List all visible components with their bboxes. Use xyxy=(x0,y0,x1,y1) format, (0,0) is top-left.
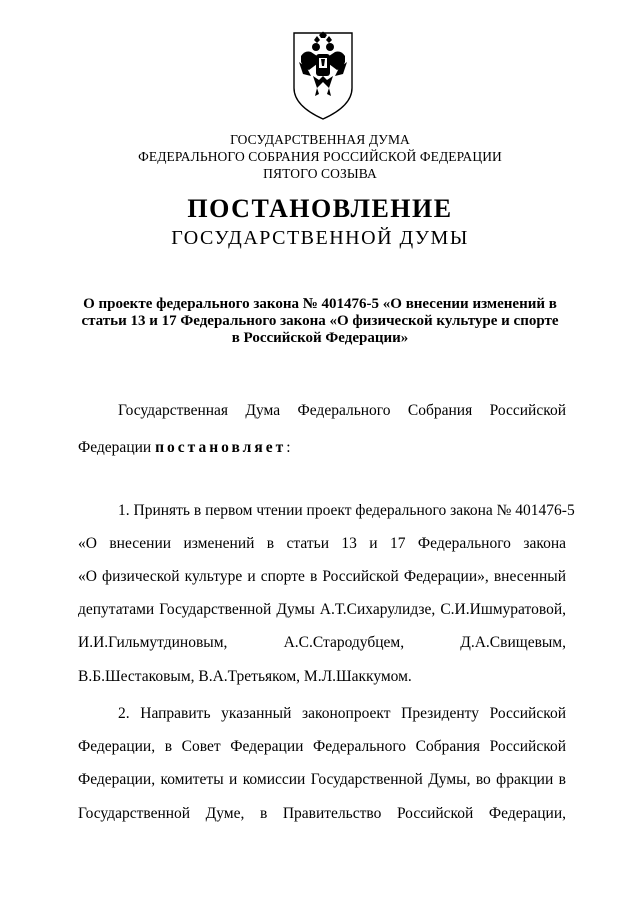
item1-line-6: В.Б.Шестаковым, В.А.Третьяком, М.Л.Шаккумом. xyxy=(78,668,412,685)
convocation-line: ПЯТОГО СОЗЫВА xyxy=(263,166,377,181)
item2-line-1: 2. Направить указанный законопроект Президенту Российской xyxy=(118,705,566,722)
intro-line-1: Государственная Дума Федерального Собрания Российской xyxy=(118,402,566,419)
item2-line-4: Государственной Думе, в Правительство Российской Федерации, xyxy=(78,805,566,822)
item1-line-2: «О внесении изменений в статьи 13 и 17 Федерального закона xyxy=(78,535,566,552)
item1-line-3: «О физической культуре и спорте в Российской Федерации», внесенный xyxy=(78,568,566,585)
heading-line-3: в Российской Федерации» xyxy=(231,330,409,346)
item1-line-5: И.И.Гильмутдиновым, А.С.Стародубцем, Д.А.Свищевым, xyxy=(78,634,566,651)
item1-line-1: 1. Принять в первом чтении проект федерального закона № 401476-5 xyxy=(118,502,575,519)
heading-line-2: статьи 13 и 17 Федерального закона «О физической культуре и спорте xyxy=(81,313,559,329)
org-name-line-2: ФЕДЕРАЛЬНОГО СОБРАНИЯ РОССИЙСКОЙ ФЕДЕРАЦИИ xyxy=(138,149,502,164)
intro-colon: : xyxy=(286,439,291,456)
item2-line-2: Федерации, в Совет Федерации Федерального Собрания Российской xyxy=(78,738,566,755)
intro-prefix: Федерации xyxy=(78,439,156,456)
coat-of-arms-emblem xyxy=(291,30,355,122)
org-name-line-1: ГОСУДАРСТВЕННАЯ ДУМА xyxy=(230,132,410,147)
document-title: ПОСТАНОВЛЕНИЕ xyxy=(187,194,453,223)
document-subtitle: ГОСУДАРСТВЕННОЙ ДУМЫ xyxy=(171,227,469,249)
item2-line-3: Федерации, комитеты и комиссии Государственной Думы, во фракции в xyxy=(78,771,566,788)
resolves-word: постановляет xyxy=(155,439,287,456)
intro-line-2 xyxy=(78,439,566,457)
item1-line-4: депутатами Государственной Думы А.Т.Сихарулидзе, С.И.Ишмуратовой, xyxy=(78,601,566,618)
heading-line-1: О проекте федерального закона № 401476-5 «О внесении изменений в xyxy=(83,296,557,312)
